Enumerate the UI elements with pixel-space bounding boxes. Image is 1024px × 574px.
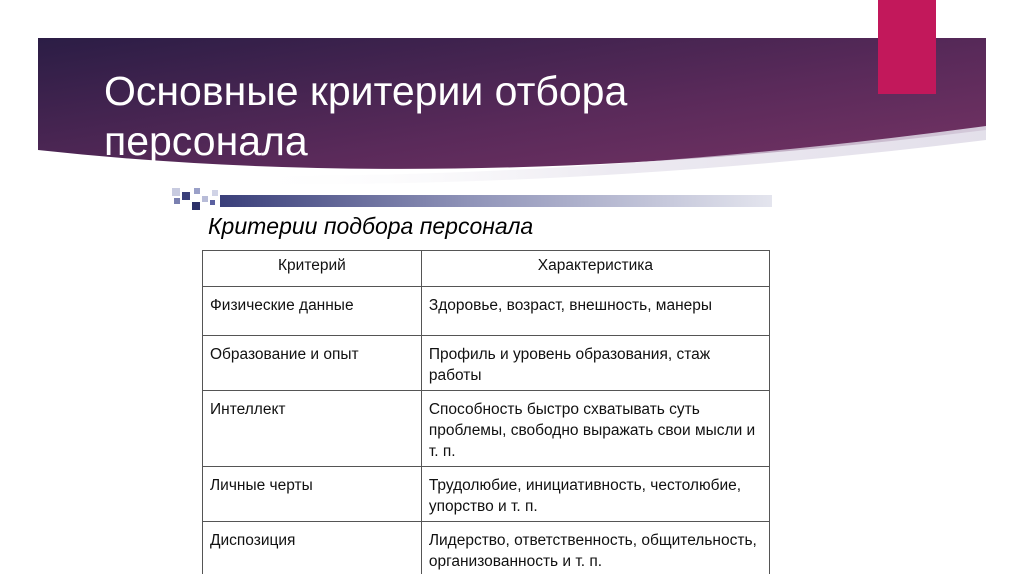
- description-cell: Способность быстро схватывать суть проблемы, свободно выражать свои мысли и т. п.: [421, 391, 769, 467]
- table-header-row: [203, 251, 770, 287]
- table-row: [203, 467, 770, 522]
- table-row: [203, 522, 770, 574]
- description-cell: Лидерство, ответственность, общительность, организованность и т. п.: [421, 522, 769, 574]
- table-row: [203, 287, 770, 336]
- header-criterion: Критерий: [203, 251, 422, 287]
- header-description: Характеристика: [421, 251, 769, 287]
- title-band: [38, 38, 986, 188]
- criteria-table: [202, 250, 770, 574]
- criterion-cell: Образование и опыт: [203, 336, 422, 391]
- criterion-cell: Личные черты: [203, 467, 422, 522]
- description-cell: Профиль и уровень образования, стаж работы: [421, 336, 769, 391]
- criterion-cell: Диспозиция: [203, 522, 422, 574]
- description-cell: Трудолюбие, инициативность, честолюбие, упорство и т. п.: [421, 467, 769, 522]
- criterion-cell: Интеллект: [203, 391, 422, 467]
- description-cell: Здоровье, возраст, внешность, манеры: [421, 287, 769, 336]
- table-row: [203, 391, 770, 467]
- slide-title: Основные критерии отбора персонала: [104, 68, 628, 164]
- table-row: [203, 336, 770, 391]
- criterion-cell: Физические данные: [203, 287, 422, 336]
- accent-pink-tab: [878, 0, 936, 94]
- table-title: Критерии подбора персонала: [208, 213, 534, 239]
